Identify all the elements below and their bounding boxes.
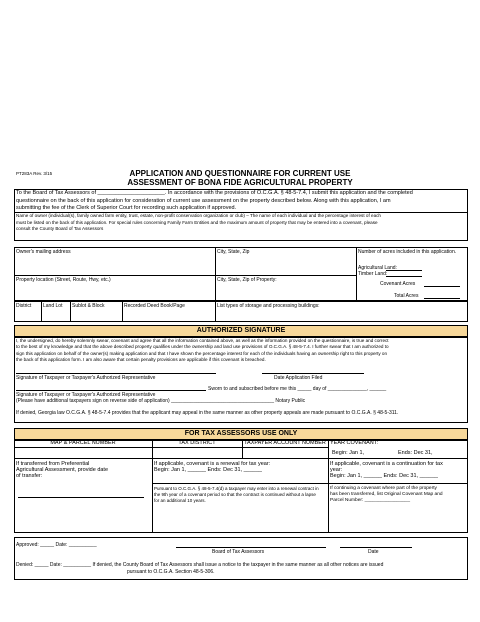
affirmation-line-1: I, the undersigned, do hereby solemnly swear, covenant and agree that all the information contained above, as well as the information provided on the questionnaire, is true and correct (16, 338, 389, 343)
partial-transfer-line-2: has been transferred, list Original Covenant Map and (330, 492, 443, 498)
date-filed-line[interactable] (262, 373, 364, 374)
intro-line-2: questionnaire on the back of this application for consideration of current use assessment on the property described below. Along with this application, I am (16, 197, 391, 204)
renewal-label: If applicable, covenant is a renewal for tax year: (154, 461, 271, 467)
taxpayer-signature-label-2: Signature of Taxpayer or Taxpayer's Authorized Representative (16, 392, 156, 398)
board-signature-line[interactable] (176, 547, 326, 548)
board-of-tax-assessors-label: Board of Tax Assessors (212, 549, 265, 555)
appeal-notice: If denied, Georgia law O.C.G.A. § 48-5-7.4 provides that the applicant may appeal in the same manner as other property appeals are made pursuant to O.C.G.A. § 48-5-311. (16, 410, 399, 416)
renewal-note-line-2: the 9th year of a covenant period so that the contract is continued without a lapse (154, 492, 316, 498)
intro-paragraph (16, 190, 468, 213)
owner-name-instructions (16, 213, 468, 233)
city-state-zip-property-field[interactable] (217, 284, 353, 298)
intro-line-1: To the Board of Tax Assessors of ______________________. In accordance with the provisions of O.C.G.A. § 48-5-7.4, I submit this application and the completed (16, 190, 413, 196)
district-label: District (16, 303, 32, 309)
number-of-acres-label: Number of acres included in this application. (358, 249, 457, 255)
affirmation-line-3: sign this application on behalf of the owner(s) making application and that I have shown the percentage interest for each of the individuals having an ownership right to this property on (16, 350, 388, 356)
recorded-deed-label: Recorded Deed Book/Page (124, 303, 185, 309)
form-code: PT283A Rev. 3/15 (16, 171, 53, 176)
page-subtitle: ASSESSMENT OF BONA FIDE AGRICULTURAL PROPERTY (127, 178, 353, 187)
property-location-field[interactable] (16, 284, 212, 298)
land-lot-label: Land Lot (43, 303, 63, 309)
authorized-signature-header: AUTHORIZED SIGNATURE (14, 325, 468, 337)
continuation-dates: Begin: Jan 1, ______ Ends: Dec 31, ______ (330, 473, 438, 479)
transferred-label-3: of transfer: (16, 473, 43, 479)
owner-mailing-address-field[interactable] (16, 256, 212, 272)
transfer-date-field[interactable] (18, 497, 144, 498)
approved-field[interactable]: Approved: _____ Date: __________ (16, 542, 97, 548)
renewal-dates: Begin: Jan 1, ______ Ends: Dec 31, ______ (154, 467, 262, 473)
denied-notice-reference: pursuant to O.C.G.A. Section 48-5-306. (127, 569, 215, 575)
approval-date-label: Date (368, 549, 379, 555)
city-state-zip-property-label: City, State, Zip of Property: (217, 277, 277, 283)
continuation-label: If applicable, covenant is a continuation for tax (330, 461, 443, 467)
covenant-acres-field[interactable] (424, 286, 460, 287)
total-acres-field[interactable] (424, 298, 460, 299)
timber-land-label: Timber Land: (358, 271, 388, 277)
denied-field[interactable]: Denied: _____ Date: __________ If denied, the County Board of Tax Assessors shall issue a notice to the taxpayer in the same manner as all other notices are issued (16, 562, 384, 568)
renewal-note-line-1: Pursuant to O.C.G.A. § 48-5-7.4(d) a taxpayer may enter into a renewal contract in (154, 486, 319, 491)
sworn-statement: Sworn to and subscribed before me this _____ day of ______________, ______ (208, 386, 387, 392)
affirmation-line-2: to the best of my knowledge and that the above described property qualifies under the ownership and land use provisions of O.C.G.A. § 48-5-7.4. I further swear that I am authorized to (16, 344, 389, 350)
owner-name-line-3: consult the County Board of Tax Assessors (16, 226, 104, 232)
taxpayer-signature-line[interactable] (16, 373, 216, 374)
approval-date-line[interactable] (340, 547, 412, 548)
agricultural-land-label: Agricultural Land: (358, 265, 397, 271)
transferred-label-1: If transferred from Preferential (16, 461, 90, 467)
covenant-acres-label: Covenant Acres (380, 281, 416, 287)
taxpayer-signature-line-2[interactable] (16, 390, 206, 391)
renewal-note-line-3: for an additional 10 years. (154, 498, 206, 504)
partial-transfer-note (330, 486, 466, 505)
property-location-label: Property location (Street, Route, Hwy, etc.) (16, 277, 111, 283)
timber-land-field[interactable] (386, 276, 422, 277)
intro-line-3: submitting the fee of the Clerk of Superior Court for recording such application if approved. (16, 205, 237, 211)
owner-name-line-1: Name of owner (individual(s), family owned farm entity, trust, estate, non-profit conservation organization or club) – The name of each individual and the percentage interest of each (16, 213, 381, 218)
city-state-zip-label: City, State, Zip (217, 249, 250, 255)
affirmation-text (16, 338, 466, 363)
page-title: APPLICATION AND QUESTIONNAIRE FOR CURRENT USE (129, 169, 351, 178)
taxpayer-signature-label: Signature of Taxpayer or Taxpayer's Authorized Representative (16, 375, 156, 381)
renewal-contract-note (154, 486, 326, 505)
transferred-label-2: Agricultural Assessment, provide date (16, 467, 109, 473)
partial-transfer-line-3: Parcel Number: _________________ (330, 498, 411, 504)
tax-district-header: TAX DISTRICT (178, 440, 216, 446)
total-acres-label: Total Acres (394, 293, 419, 299)
storage-buildings-label: List types of storage and processing buildings: (217, 303, 320, 309)
owner-mailing-address-label: Owner's mailing address (16, 249, 71, 255)
sublot-block-label: Sublot & Block (72, 303, 105, 309)
map-parcel-header: MAP & PARCEL NUMBER (50, 440, 116, 446)
year-covenant-label: YEAR COVENANT: (330, 440, 378, 446)
owner-name-line-2: must be listed on the back of this application. For special rules concerning Family Farm Entities and the maximum amount of property that may be entered into a covenant, please (16, 219, 378, 225)
partial-transfer-line-1: If continuing a covenant where part of the property (330, 486, 437, 491)
agricultural-land-field[interactable] (386, 270, 422, 271)
date-filed-label: Date Application Filed (274, 375, 323, 381)
city-state-zip-field[interactable] (217, 256, 353, 272)
additional-signers-note: (Please have additional taxpayers sign on reverse side of application) _____________________________________ Notary Public (16, 398, 306, 404)
tax-assessors-header: FOR TAX ASSESSORS USE ONLY (14, 428, 468, 440)
continuation-year-label: year: (330, 467, 343, 473)
taxpayer-account-header: TAXPAYER ACCOUNT NUMBER (244, 440, 326, 446)
affirmation-line-4: the back of this application form. I am also aware that certain penalty provisions are applicable if this covenant is breached. (16, 356, 266, 362)
ends-dec-label: Ends: Dec 31, (398, 450, 433, 456)
begin-jan-label: Begin: Jan 1, (332, 450, 365, 456)
